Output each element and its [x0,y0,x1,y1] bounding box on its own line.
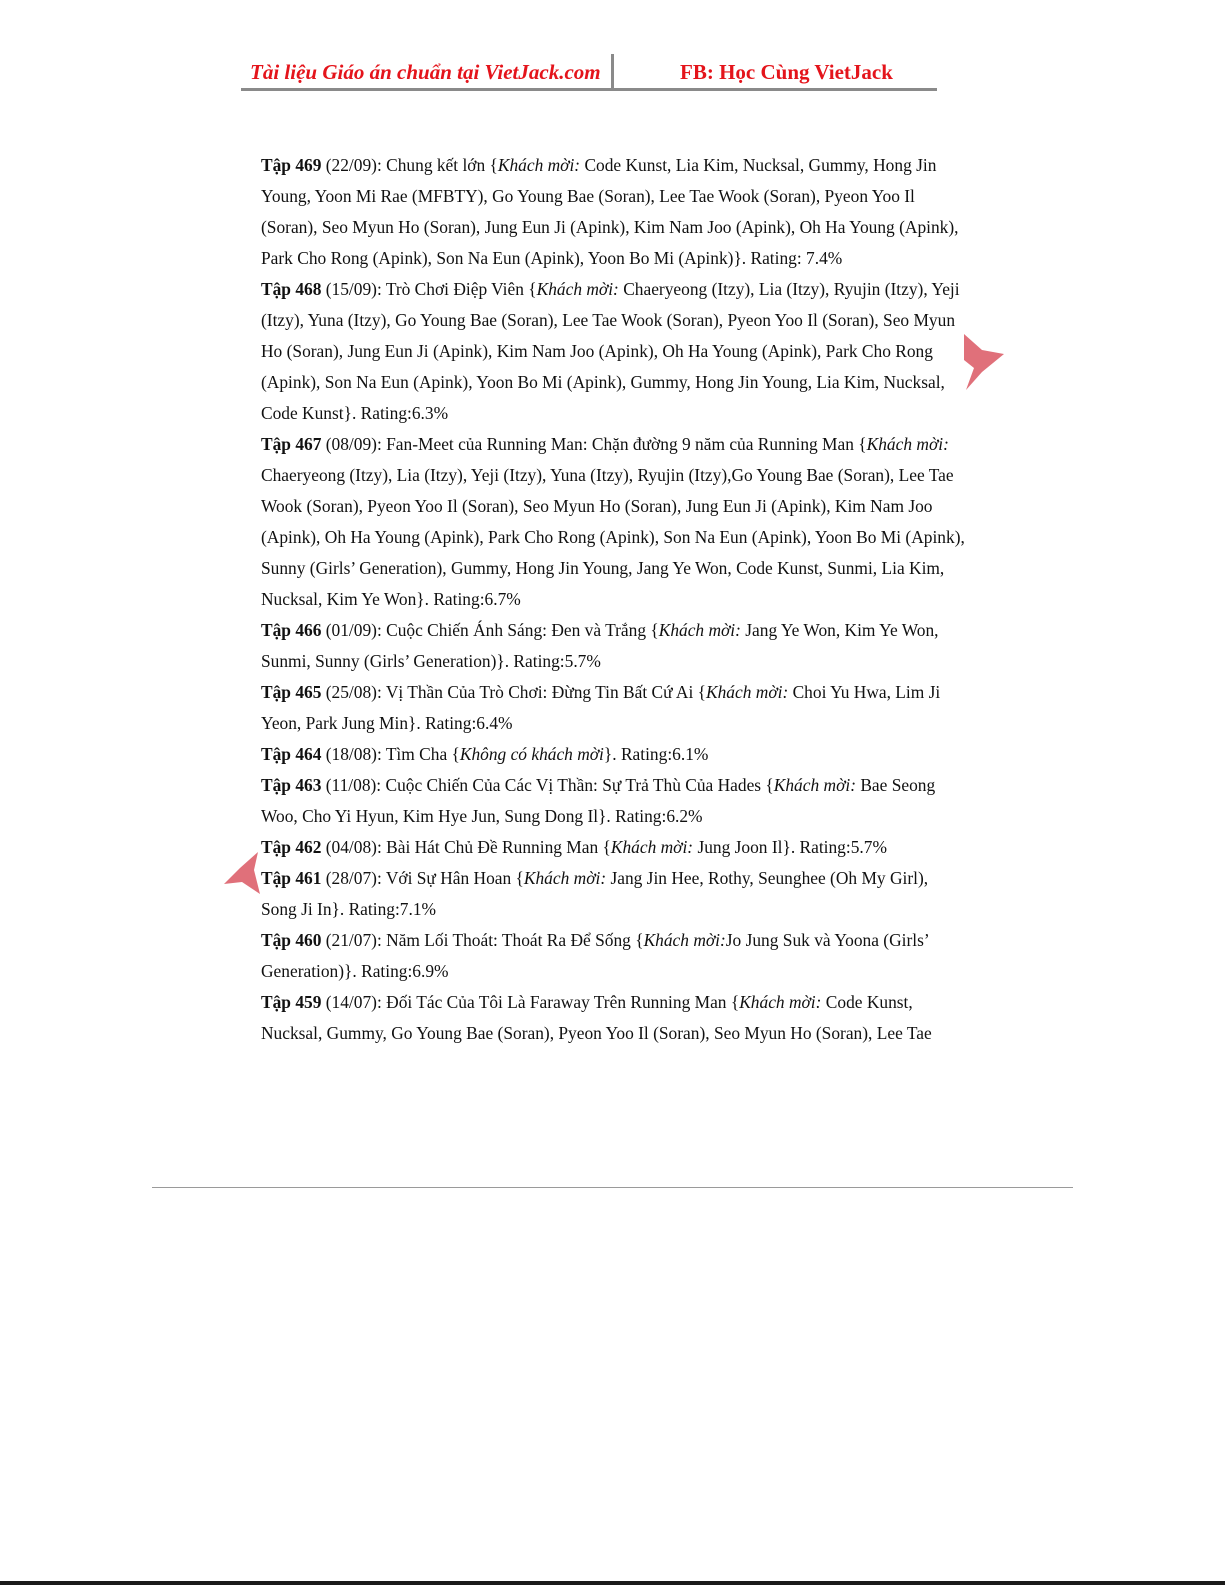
episode-label: Tập 467 [261,434,322,454]
episode-label: Tập 460 [261,930,322,950]
arrow-decoration-right-icon [960,330,1008,396]
episode-entry-464 [261,739,967,770]
guest-label: Khách mời: [536,279,619,299]
episode-guests: Chaeryeong (Itzy), Lia (Itzy), Yeji (Itzy), Yuna (Itzy), Ryujin (Itzy),Go Young Bae (Soran), Lee Tae Wook (Soran), Pyeon Yoo Il (Soran), Seo Myun Ho (Soran), Jung Eun Ji (Apink), Kim Nam Joo (Apink), Oh Ha Young (Apink), Park Cho Rong (Apink), Son Na Eun (Apink), Yoon Bo Mi (Apink), Sunny (Girls’ Generation), Gummy, Hong Jin Young, Jang Ye Won, Code Kunst, Sunmi, Lia Kim, Nucksal, Kim Ye Won}. Rating:6.7% [261,465,965,609]
episode-title: (21/07): Năm Lối Thoát: Thoát Ra Để Sống { [321,930,644,950]
episode-entry-463 [261,770,967,832]
guest-label: Khách mời: [866,434,949,454]
arrow-shape [224,852,260,894]
episode-title: (18/08): Tìm Cha { [321,744,460,764]
guest-label: Khách mời: [643,930,726,950]
episode-guests: Bae Seong Woo, Cho Yi Hyun, Kim Hye Jun, Sung Dong Il}. Rating:6.2% [261,775,936,826]
header-rule [241,88,937,91]
episode-label: Tập 468 [261,279,322,299]
episode-entry-460 [261,925,967,987]
episode-label: Tập 463 [261,775,322,795]
episode-label: Tập 462 [261,837,322,857]
episode-list [261,150,967,1049]
episode-label: Tập 465 [261,682,322,702]
episode-label: Tập 459 [261,992,322,1012]
episode-entry-468 [261,274,967,429]
guest-label: Khách mời: [610,837,694,857]
guest-label: Khách mời: [773,775,856,795]
guest-label: Khách mời: [706,682,789,702]
episode-entry-461 [261,863,967,925]
episode-entry-462 [261,832,967,863]
page-header [241,52,937,92]
episode-entry-466 [261,615,967,677]
header-facebook-link[interactable]: FB: Học Cùng VietJack [680,60,893,84]
episode-guests: Jang Ye Won, Kim Ye Won, Sunmi, Sunny (Girls’ Generation)}. Rating:5.7% [261,620,939,671]
episode-guests: }. Rating:6.1% [603,744,709,764]
episode-entry-469 [261,150,967,274]
episode-entry-465 [261,677,967,739]
episode-title: (01/09): Cuộc Chiến Ánh Sáng: Đen và Trắng { [321,620,659,640]
episode-guests: Chaeryeong (Itzy), Lia (Itzy), Ryujin (Itzy), Yeji (Itzy), Yuna (Itzy), Go Young Bae (Soran), Lee Tae Wook (Soran), Pyeon Yoo Il (Soran), Seo Myun Ho (Soran), Jung Eun Ji (Apink), Kim Nam Joo (Apink), Oh Ha Young (Apink), Park Cho Rong (Apink), Son Na Eun (Apink), Yoon Bo Mi (Apink), Gummy, Hong Jin Young, Lia Kim, Nucksal, Code Kunst}. Rating:6.3% [261,279,960,423]
episode-guests: Code Kunst, Nucksal, Gummy, Go Young Bae (Soran), Pyeon Yoo Il (Soran), Seo Myun Ho (Soran), Lee Tae [261,992,932,1043]
episode-entry-459 [261,987,967,1049]
episode-guests: Choi Yu Hwa, Lim Ji Yeon, Park Jung Min}. Rating:6.4% [261,682,941,733]
page-bottom-edge [0,1581,1225,1585]
episode-title: (14/07): Đối Tác Của Tôi Là Faraway Trên Running Man { [321,992,740,1012]
episode-title: (22/09): Chung kết lớn { [321,155,498,175]
episode-guests: Jang Jin Hee, Rothy, Seunghee (Oh My Girl), Song Ji In}. Rating:7.1% [261,868,929,919]
footer-rule [152,1187,1073,1188]
guest-label: Khách mời: [497,155,581,175]
guest-label: Khách mời: [658,620,741,640]
episode-label: Tập 461 [261,868,322,888]
episode-title: (15/09): Trò Chơi Điệp Viên { [321,279,537,299]
episode-guests: Jo Jung Suk và Yoona (Girls’ Generation)}. Rating:6.9% [261,930,929,981]
episode-title: (04/08): Bài Hát Chủ Đề Running Man { [321,837,611,857]
episode-label: Tập 466 [261,620,322,640]
episode-title: (28/07): Với Sự Hân Hoan { [321,868,524,888]
episode-title: (11/08): Cuộc Chiến Của Các Vị Thần: Sự Trả Thù Của Hades { [321,775,774,795]
header-divider [611,54,614,90]
guest-label: Không có khách mời [459,744,604,764]
arrow-shape [964,334,1004,390]
episode-guests: Jung Joon Il}. Rating:5.7% [693,837,887,857]
header-site-link[interactable]: Tài liệu Giáo án chuẩn tại VietJack.com [250,60,601,84]
guest-label: Khách mời: [739,992,822,1012]
arrow-decoration-left-icon [222,850,266,896]
episode-label: Tập 469 [261,155,322,175]
episode-title: (08/09): Fan-Meet của Running Man: Chặn đường 9 năm của Running Man { [321,434,867,454]
guest-label: Khách mời: [523,868,607,888]
episode-label: Tập 464 [261,744,322,764]
episode-entry-467 [261,429,967,615]
episode-title: (25/08): Vị Thần Của Trò Chơi: Đừng Tin Bất Cứ Ai { [321,682,707,702]
episode-guests: Code Kunst, Lia Kim, Nucksal, Gummy, Hong Jin Young, Yoon Mi Rae (MFBTY), Go Young Bae (Soran), Lee Tae Wook (Soran), Pyeon Yoo Il (Soran), Seo Myun Ho (Soran), Jung Eun Ji (Apink), Kim Nam Joo (Apink), Oh Ha Young (Apink), Park Cho Rong (Apink), Son Na Eun (Apink), Yoon Bo Mi (Apink)}. Rating: 7.4% [261,155,959,268]
